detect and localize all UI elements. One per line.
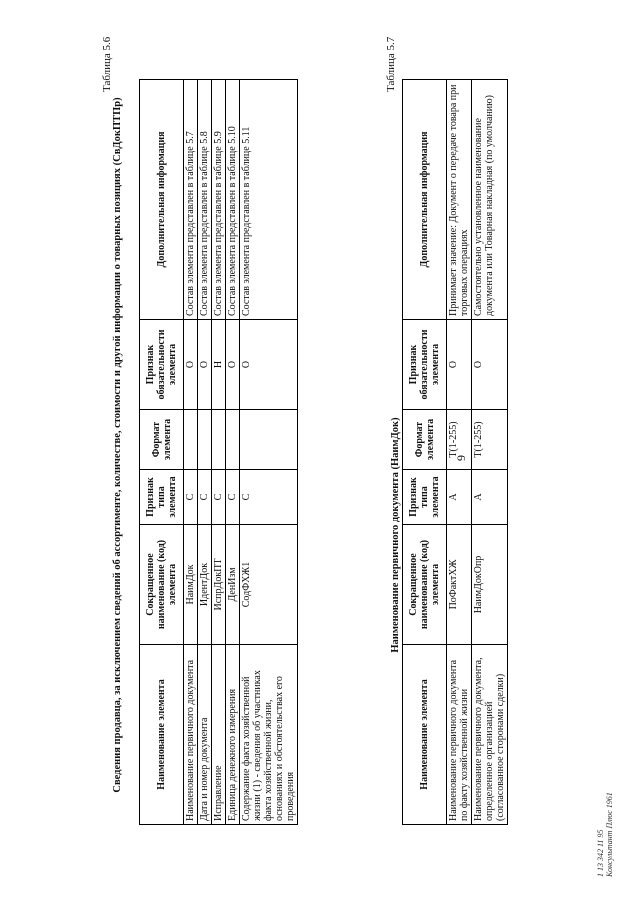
cell-name: Содержание факта хозяйственной жизни (1) - сведения об участниках факта хозяйственной жизни, основаниях и обстоятельствах его проведения <box>240 645 298 825</box>
table-row <box>240 80 298 825</box>
cell-code: ДенИзм <box>226 525 240 645</box>
cell-required: О <box>447 320 472 410</box>
column-header: Наименование элемента <box>403 645 447 825</box>
table-row <box>226 80 240 825</box>
column-header: Признак типа элемента <box>140 470 184 525</box>
cell-info: Состав элемента представлен в таблице 5.9 <box>212 80 226 320</box>
column-header: Признак обязательности элемента <box>140 320 184 410</box>
table-5-7-caption: Таблица 5.7 <box>385 36 397 92</box>
table-header-row <box>140 80 184 825</box>
cell-info: Состав элемента представлен в таблице 5.8 <box>198 80 212 320</box>
cell-format <box>198 410 212 470</box>
table-row <box>184 80 198 825</box>
column-header: Наименование элемента <box>140 645 184 825</box>
cell-type: С <box>198 470 212 525</box>
cell-format: T(1-255) <box>472 410 508 470</box>
column-header: Сокращенное наименование (код) элемента <box>403 525 447 645</box>
cell-required: Н <box>212 320 226 410</box>
cell-name: Исправление <box>212 645 226 825</box>
cell-name: Наименование первичного документа, определенное организацией (согласованное сторонами сделки) <box>472 645 508 825</box>
column-header: Признак обязательности элемента <box>403 320 447 410</box>
table-row <box>447 80 472 825</box>
cell-info: Состав элемента представлен в таблице 5.10 <box>226 80 240 320</box>
cell-name: Единица денежного измерения <box>226 645 240 825</box>
cell-required: О <box>472 320 508 410</box>
footer-line: 1 13 342 11 95 <box>596 829 605 877</box>
cell-type: С <box>240 470 298 525</box>
cell-name: Наименование первичного документа по факту хозяйственной жизни <box>447 645 472 825</box>
cell-code: СодФХЖ1 <box>240 525 298 645</box>
page-number: 9 <box>454 455 468 461</box>
cell-required: О <box>226 320 240 410</box>
cell-required: О <box>240 320 298 410</box>
cell-type: С <box>184 470 198 525</box>
cell-code: НаимДок <box>184 525 198 645</box>
cell-code: НаимДокОпр <box>472 525 508 645</box>
cell-name: Дата и номер документа <box>198 645 212 825</box>
table-row <box>472 80 508 825</box>
table-row <box>212 80 226 825</box>
column-header: Формат элемента <box>403 410 447 470</box>
cell-format <box>212 410 226 470</box>
table-5-6 <box>139 79 298 825</box>
table-5-6-caption: Таблица 5.6 <box>101 36 113 92</box>
cell-required: О <box>184 320 198 410</box>
cell-info: Самостоятельно установленное наименование документа или Товарная накладная (по умолчанию) <box>472 80 508 320</box>
cell-format <box>226 410 240 470</box>
table-5-7 <box>402 79 508 825</box>
cell-code: ПоФактХЖ <box>447 525 472 645</box>
cell-format <box>184 410 198 470</box>
cell-name: Наименование первичного документа <box>184 645 198 825</box>
footer-note <box>596 792 614 877</box>
table-header-row <box>403 80 447 825</box>
cell-info: Принимает значение: Документ о передаче товара при торговых операциях <box>447 80 472 320</box>
table-5-7-title: Наименование первичного документа (НаимДок) <box>390 417 401 653</box>
cell-type: А <box>447 470 472 525</box>
column-header: Дополнительная информация <box>403 80 447 320</box>
cell-type: С <box>212 470 226 525</box>
column-header: Признак типа элемента <box>403 470 447 525</box>
cell-format: T(1-255) <box>447 410 472 470</box>
table-5-6-title: Сведения продавца, за исключением сведений об ассортименте, количестве, стоимости и другой информации о товарных позициях (СвДокПТПр) <box>112 97 123 793</box>
footer-line: Консультант Плюс 1961 <box>605 792 614 877</box>
cell-code: ИспрДокПТ <box>212 525 226 645</box>
column-header: Сокращенное наименование (код) элемента <box>140 525 184 645</box>
cell-required: О <box>198 320 212 410</box>
cell-info: Состав элемента представлен в таблице 5.11 <box>240 80 298 320</box>
cell-type: С <box>226 470 240 525</box>
cell-info: Состав элемента представлен в таблице 5.7 <box>184 80 198 320</box>
column-header: Формат элемента <box>140 410 184 470</box>
cell-type: А <box>472 470 508 525</box>
table-row <box>198 80 212 825</box>
cell-code: ИдентДок <box>198 525 212 645</box>
column-header: Дополнительная информация <box>140 80 184 320</box>
cell-format <box>240 410 298 470</box>
